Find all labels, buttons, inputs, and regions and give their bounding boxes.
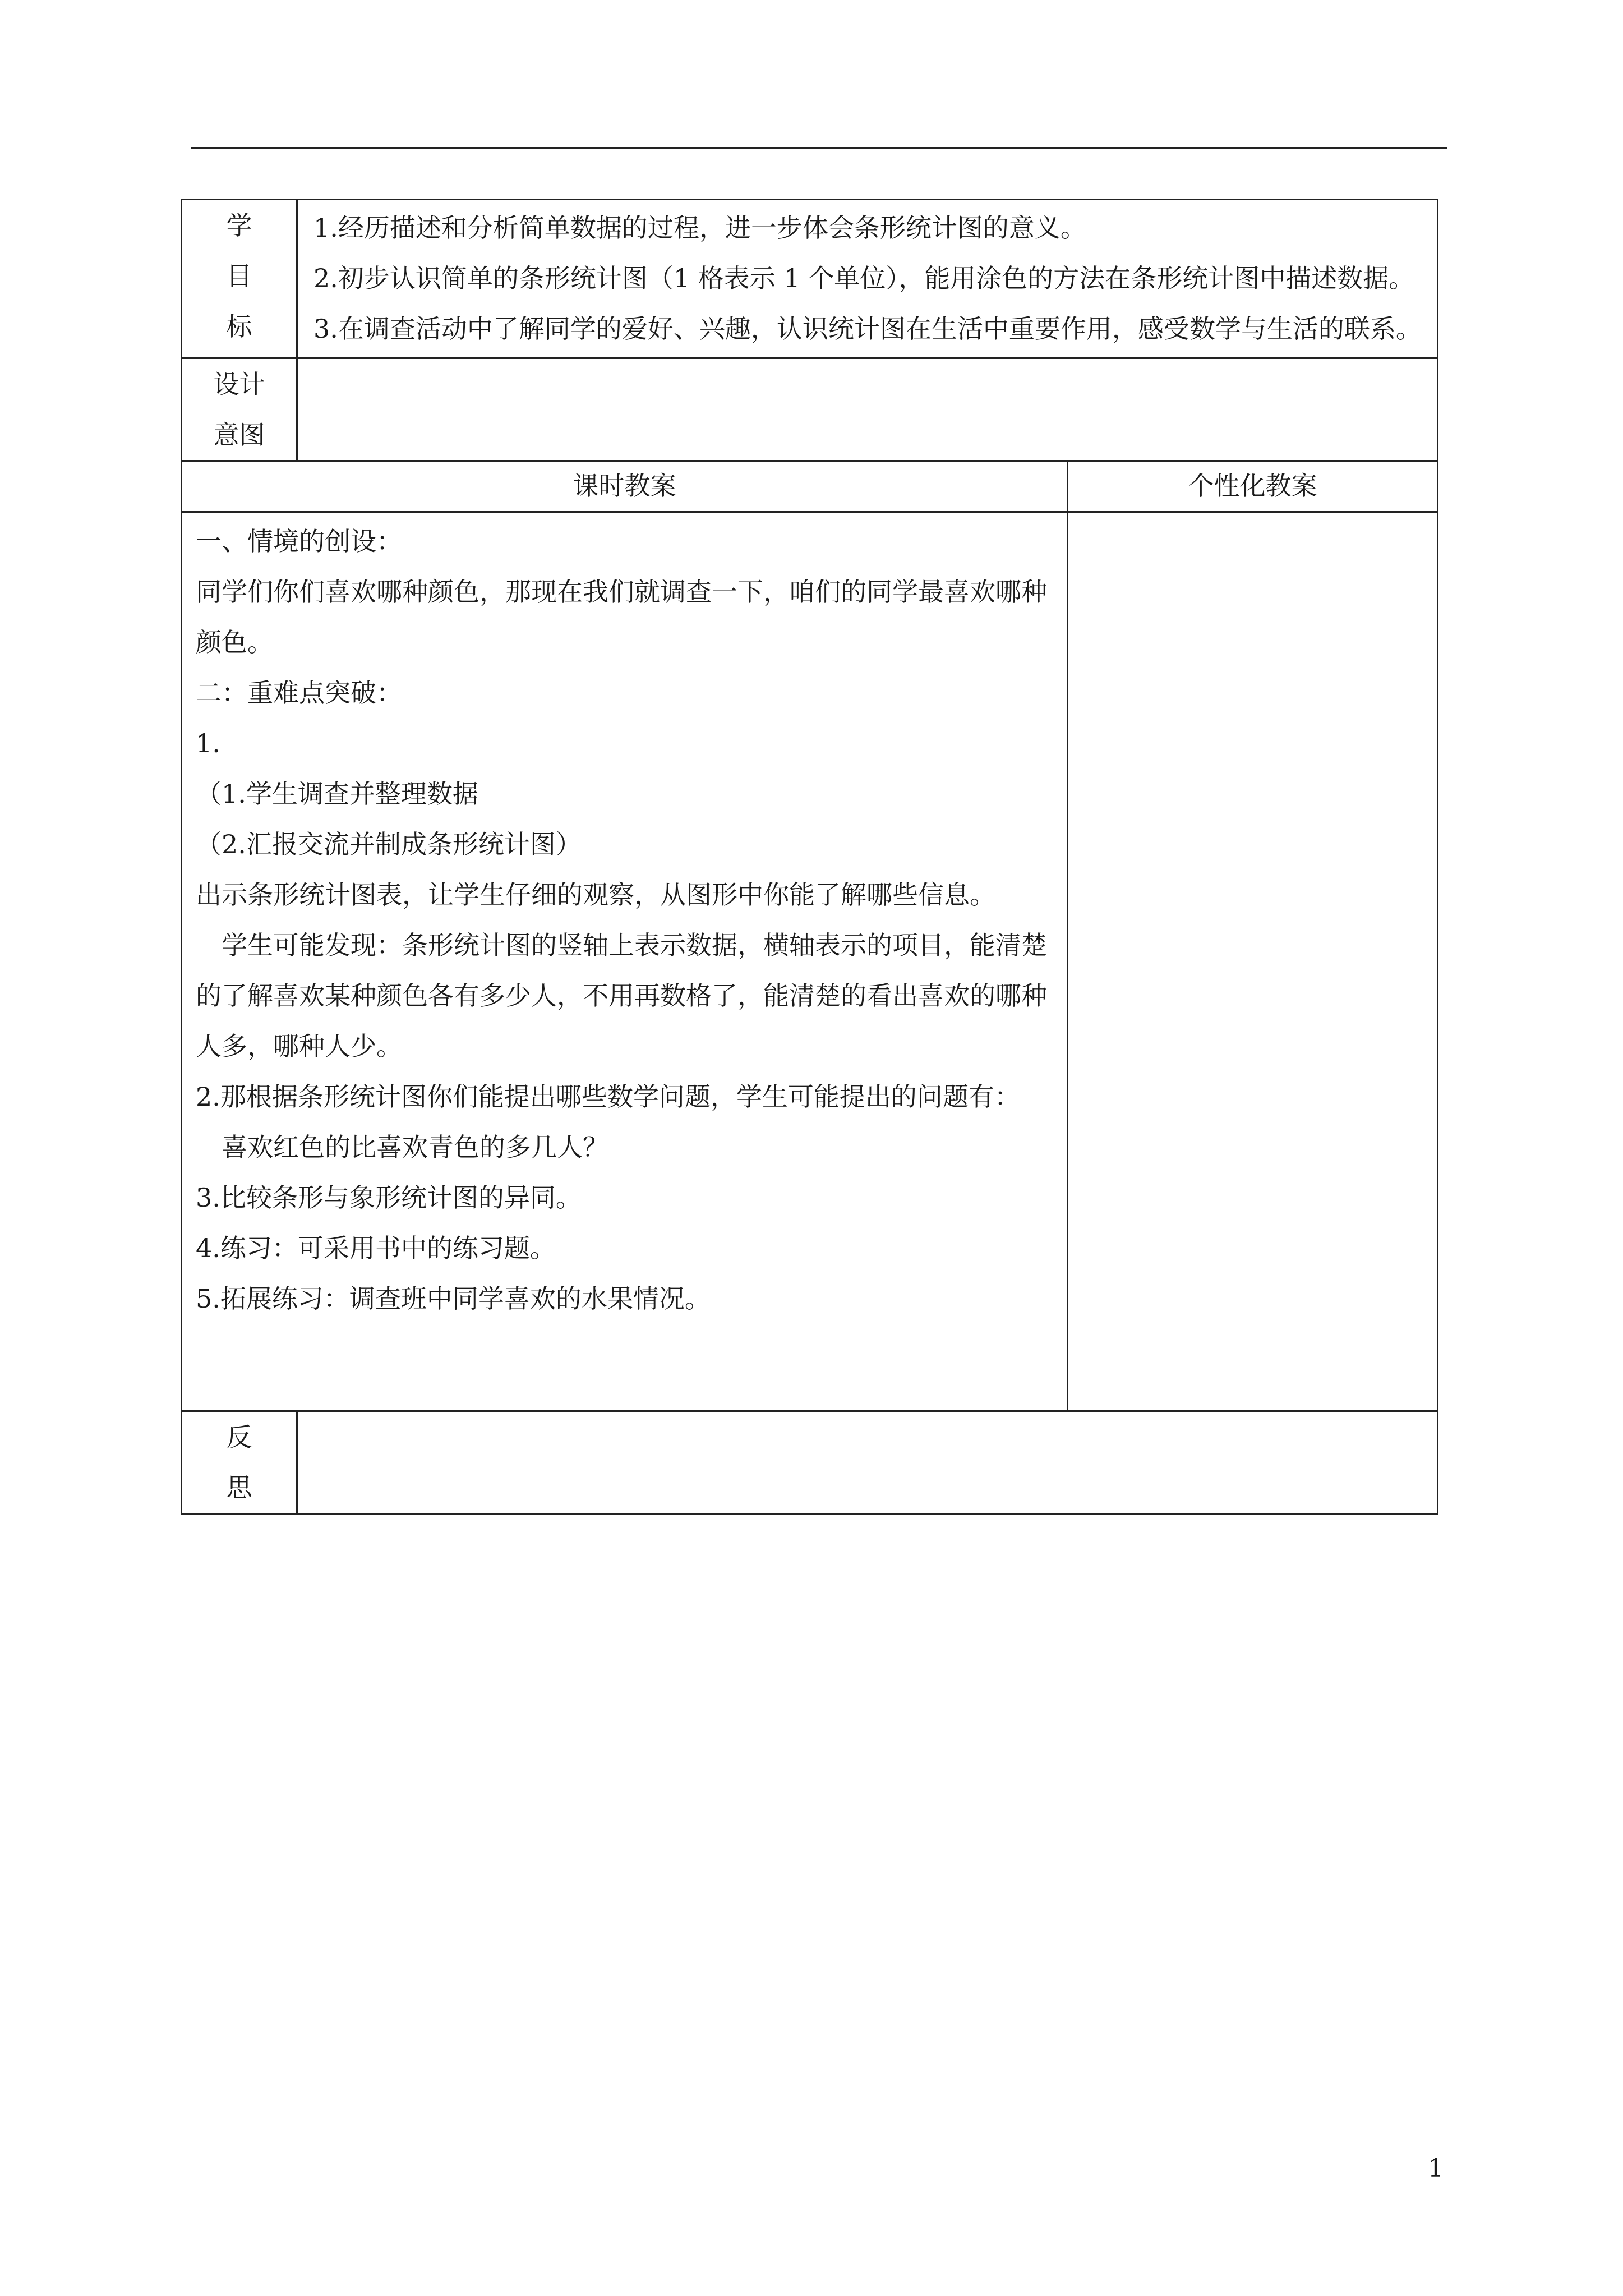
lesson-plan-header: 课时教案: [182, 461, 1068, 512]
goal-item: 2.初步认识简单的条形统计图（1 格表示 1 个单位），能用涂色的方法在条形统计图中描述数据。: [313, 263, 1415, 293]
goals-content: [297, 200, 1438, 358]
column-header-row: [182, 461, 1438, 512]
lesson-line: （2.汇报交流并制成条形统计图）: [196, 829, 582, 859]
lesson-line: 4.练习：可采用书中的练习题。: [196, 1233, 556, 1263]
lesson-line: 喜欢红色的比喜欢青色的多几人？: [222, 1132, 608, 1162]
lesson-line: 一、情境的创设：: [196, 526, 402, 556]
lesson-line: 同学们你们喜欢哪种颜色，那现在我们就调查一下，咱们的同学最喜欢哪种颜色。: [196, 577, 1047, 657]
reflection-content: [297, 1411, 1438, 1514]
design-row: [182, 358, 1438, 461]
lesson-line: 二：重难点突破：: [196, 678, 402, 708]
lesson-line: 3.比较条形与象形统计图的异同。: [196, 1182, 582, 1213]
design-label: 设计 意图: [182, 358, 297, 461]
lesson-line: 2.那根据条形统计图你们能提出哪些数学问题，学生可能提出的问题有：: [196, 1082, 1020, 1112]
personal-plan-content: [1068, 512, 1438, 1411]
goals-row: [182, 200, 1438, 358]
personal-plan-header: 个性化教案: [1068, 461, 1438, 512]
lesson-line: 学生可能发现：条形统计图的竖轴上表示数据，横轴表示的项目，能清楚的了解喜欢某种颜色各有多少人，不用再数格了，能清楚的看出喜欢的哪种人多，哪种人少。: [196, 930, 1047, 1061]
lesson-plan-content: [182, 512, 1068, 1411]
goal-item: 1.经历描述和分析简单数据的过程，进一步体会条形统计图的意义。: [313, 213, 1086, 243]
design-content: [297, 358, 1438, 461]
lesson-plan-table: [181, 199, 1438, 1515]
goal-item: 3.在调查活动中了解同学的爱好、兴趣，认识统计图在生活中重要作用，感受数学与生活的联系。: [313, 314, 1422, 344]
page-number: 1: [1428, 2154, 1444, 2183]
header-rule: [191, 147, 1447, 149]
reflection-row: [182, 1411, 1438, 1514]
lesson-line: 1.: [196, 728, 220, 758]
lesson-line: （1.学生调查并整理数据: [196, 779, 478, 809]
lesson-line: 出示条形统计图表，让学生仔细的观察，从图形中你能了解哪些信息。: [196, 880, 995, 910]
goals-label: 学 目 标: [182, 200, 297, 358]
lesson-body-row: [182, 512, 1438, 1411]
reflection-label: 反 思: [182, 1411, 297, 1514]
lesson-line: 5.拓展练习：调查班中同学喜欢的水果情况。: [196, 1283, 711, 1314]
